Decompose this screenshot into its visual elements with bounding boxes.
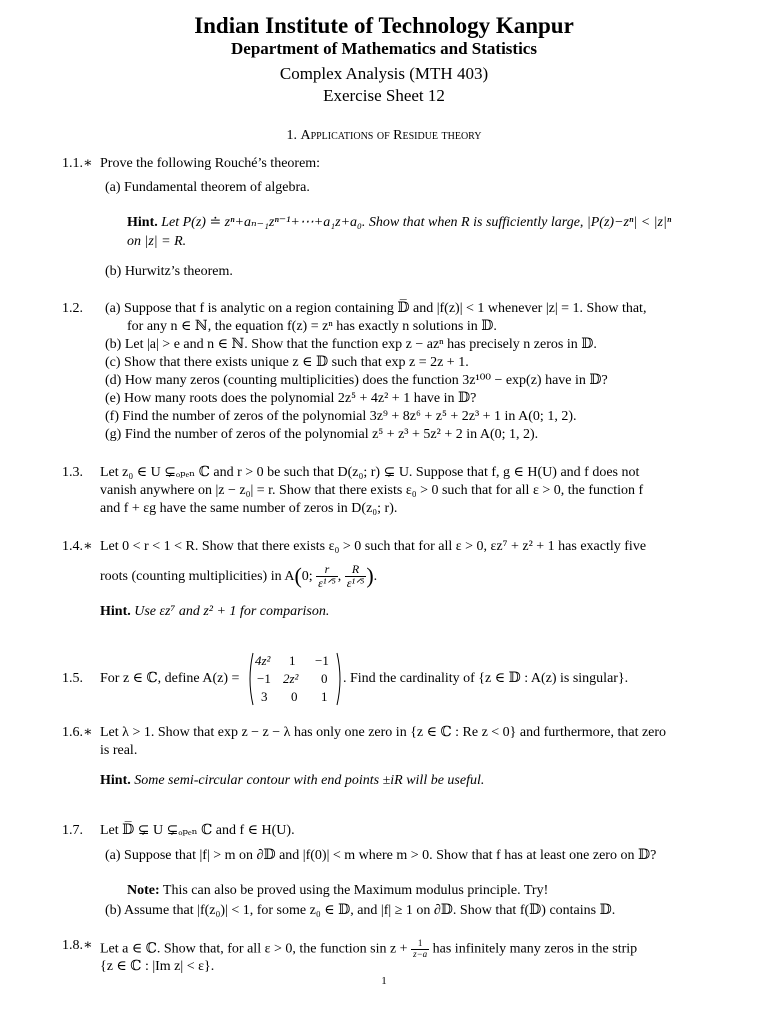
problem-1-6-line2: is real. [100,743,138,758]
problem-1-8-line1 [100,939,637,960]
sheet-title: Exercise Sheet 12 [323,86,445,105]
problem-1-4-line2-text: roots (counting multiplicities) in A [100,568,295,584]
problem-1-2-g: (g) Find the number of zeros of the polynomial z⁵ + z³ + 5z² + 2 in A(0; 1, 2). [105,427,539,442]
page-number: 1 [381,975,387,987]
problem-1-4-line1: Let 0 < r < 1 < R. Show that there exists ε₀ > 0 such that for all ε > 0, εz⁷ + z² + 1 has exactly five [100,539,647,554]
problem-1-8-text-b: has infinitely many zeros in the strip [432,941,638,957]
department-title: Department of Mathematics and Statistics [231,39,537,58]
problem-1-4-hint [100,605,329,619]
hint-text: Let P(z) ≐ zⁿ+aₙ₋₁zⁿ⁻¹+⋯+a₁z+a₀. Show that when R is sufficiently large, |P(z)−zⁿ| < |z|ⁿ [161,215,672,230]
problem-1-1-b: (b) Hurwitz’s theorem. [105,264,233,279]
fraction-1-over-z-minus-a: $\frac{1}{z-a}$ [413,938,428,959]
course-title: Complex Analysis (MTH 403) [279,64,489,83]
matrix-cell: 1 [321,689,328,704]
institute-title: Indian Institute of Technology Kanpur [194,13,574,38]
problem-1-2-d: (d) How many zeros (counting multiplicities) does the function 3z¹⁰⁰ − exp(z) have in 𝔻? [105,373,608,388]
problem-1-2-b: (b) Let |a| > e and n ∈ ℕ. Show that the function exp z − azⁿ has precisely n zeros in 𝔻. [105,337,597,352]
problem-1-6-hint [100,774,484,788]
annulus-args: 0; [301,568,317,584]
matrix-cell: −1 [315,653,329,668]
matrix [247,651,343,707]
problem-1-8-text-a: Let a ∈ ℂ. Show that, for all ε > 0, the function sin z + [100,941,412,957]
problem-1-7-b: (b) Assume that |f(z₀)| < 1, for some z₀ ∈ 𝔻, and |f| ≥ 1 on ∂𝔻. Show that f(𝔻) contains 𝔻. [105,903,616,918]
hint-label: Hint. [127,215,158,230]
problem-1-1-hint-cont: on |z| = R. [127,234,187,249]
problem-1-7-note [127,884,548,898]
problem-number-1-4: 1.4.∗ [62,539,93,554]
problem-number-1-1: 1.1.∗ [62,156,93,171]
matrix-cell: 4z² [255,653,271,668]
problem-1-1-a: (a) Fundamental theorem of algebra. [105,180,310,195]
note-text: This can also be proved using the Maximum modulus principle. Try! [162,883,549,898]
problem-number-1-6: 1.6.∗ [62,725,93,740]
problem-1-8-line2: {z ∈ ℂ : |Im z| < ε}. [100,959,215,974]
problem-1-3-line2: vanish anywhere on |z − z₀| = r. Show that there exists ε₀ > 0 such that for all ε > 0, the function f [100,483,644,498]
problem-number-1-7: 1.7. [62,823,83,838]
period: . [373,568,378,584]
problem-1-4-line2: roots (counting multiplicities) in A(0; $\frac{r}{\text{ε¹ᐟ⁵}}$ , $\frac{R}{\text{ε¹ᐟ⁵}}$ ). [100,562,378,591]
problem-number-1-2: 1.2. [62,301,83,316]
matrix-cell: −1 [257,671,271,686]
problem-1-2-a: (a) Suppose that f is analytic on a region containing 𝔻̅ and |f(z)| < 1 whenever |z| = 1. Show that, [105,301,647,316]
problem-1-1-stem: Prove the following Rouché’s theorem: [100,156,321,171]
note-label: Note: [127,883,160,898]
hint-label: Hint. [100,604,131,619]
problem-1-6-line1: Let λ > 1. Show that exp z − z − λ has only one zero in {z ∈ ℂ : Re z < 0} and furthermore, that zero [100,725,667,740]
problem-1-2-f: (f) Find the number of zeros of the polynomial 3z⁹ + 8z⁶ + z⁵ + 2z³ + 1 in A(0; 1, 2). [105,409,577,424]
section-number: 1. [286,128,297,143]
matrix-cell: 1 [289,653,296,668]
hint-text: Some semi-circular contour with end points ±iR will be useful. [134,773,485,788]
problem-number-1-8: 1.8.∗ [62,938,93,953]
problem-1-2-a-cont: for any n ∈ ℕ, the equation f(z) = zⁿ has exactly n solutions in 𝔻. [127,319,497,334]
problem-1-5-post: . Find the cardinality of {z ∈ 𝔻 : A(z) is singular}. [343,671,629,686]
problem-1-7-line1: Let 𝔻̅ ⊊ U ⊊ₒₚₑₙ ℂ and f ∈ H(U). [100,823,295,838]
problem-1-5-pre: For z ∈ ℂ, define A(z) = [100,671,240,686]
problem-1-2-c: (c) Show that there exists unique z ∈ 𝔻 such that exp z = 2z + 1. [105,355,469,370]
problem-1-3-line3: and f + εg have the same number of zeros in D(z₀; r). [100,501,398,516]
problem-1-7-a: (a) Suppose that |f| > m on ∂𝔻 and |f(0)| < m where m > 0. Show that f has at least one zero on 𝔻? [105,848,657,863]
matrix-cell: 0 [291,689,298,704]
section-heading [0,128,768,144]
hint-label: Hint. [100,773,131,788]
problem-1-2-e: (e) How many roots does the polynomial 2z⁵ + 4z² + 1 have in 𝔻? [105,391,477,406]
problem-number-1-3: 1.3. [62,465,83,480]
hint-text: Use εz⁷ and z² + 1 for comparison. [134,604,330,619]
fraction-R: $\frac{R}{\text{ε¹ᐟ⁵}}$ [346,562,365,591]
matrix-cell: 2z² [283,671,299,686]
matrix-cell: 3 [261,689,268,704]
fraction-r: $\frac{r}{\text{ε¹ᐟ⁵}}$ [318,562,336,591]
problem-number-1-5: 1.5. [62,671,83,686]
section-title: Applications of Residue theory [300,128,482,143]
problem-1-3-line1: Let z₀ ∈ U ⊊ₒₚₑₙ ℂ and r > 0 be such that D(z₀; r) ⊊ U. Suppose that f, g ∈ H(U) and f does not [100,465,640,480]
matrix-cell: 0 [321,671,328,686]
problem-1-1-hint [127,216,671,230]
